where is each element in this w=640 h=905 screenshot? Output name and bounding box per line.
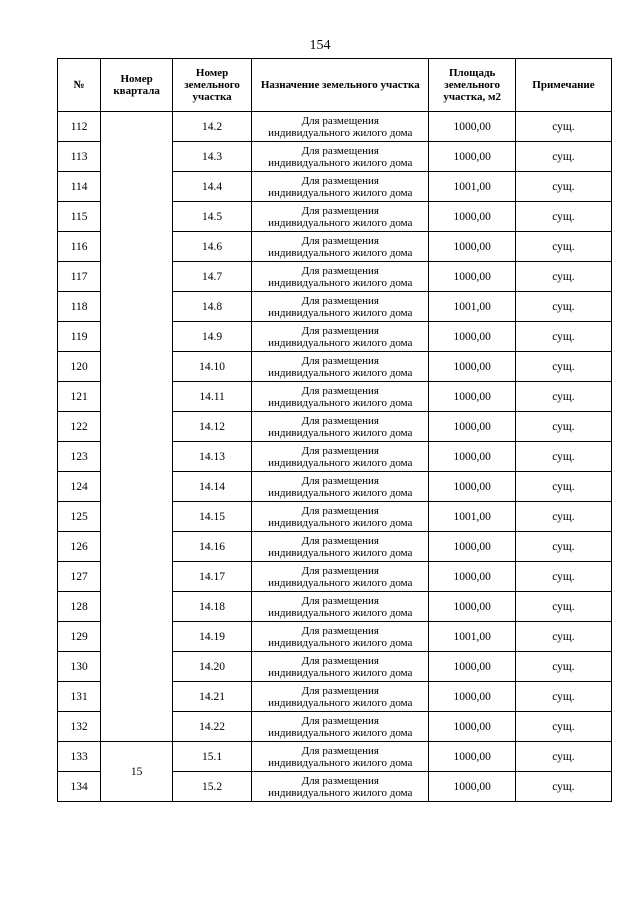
cell-area: 1000,00 <box>429 202 516 232</box>
cell-plot: 14.16 <box>173 532 252 562</box>
cell-purpose <box>252 352 429 382</box>
purpose-line-1: Для размещения <box>301 114 379 127</box>
purpose-line-1: Для размещения <box>301 474 379 487</box>
cell-purpose <box>252 622 429 652</box>
cell-note: сущ. <box>515 742 611 772</box>
purpose-line-1: Для размещения <box>301 264 379 277</box>
cell-area: 1000,00 <box>429 352 516 382</box>
purpose-line-1: Для размещения <box>301 564 379 577</box>
cell-note: сущ. <box>515 292 611 322</box>
purpose-line-1: Для размещения <box>301 174 379 187</box>
cell-no: 132 <box>58 712 101 742</box>
cell-purpose <box>252 502 429 532</box>
cell-purpose <box>252 262 429 292</box>
cell-no: 119 <box>58 322 101 352</box>
header-plot: Номер земельного участка <box>173 59 252 112</box>
cell-plot: 14.8 <box>173 292 252 322</box>
cell-area: 1000,00 <box>429 742 516 772</box>
cell-note: сущ. <box>515 112 611 142</box>
cell-purpose <box>252 382 429 412</box>
cell-plot: 14.21 <box>173 682 252 712</box>
purpose-line-2: индивидуального жилого дома <box>268 756 413 769</box>
land-plots-table <box>57 58 612 802</box>
cell-no: 121 <box>58 382 101 412</box>
table-header-row <box>58 59 612 112</box>
purpose-line-2: индивидуального жилого дома <box>268 606 413 619</box>
cell-plot: 14.6 <box>173 232 252 262</box>
cell-purpose <box>252 592 429 622</box>
cell-block <box>101 112 173 742</box>
purpose-line-2: индивидуального жилого дома <box>268 126 413 139</box>
cell-area: 1000,00 <box>429 772 516 802</box>
table-row <box>58 112 612 142</box>
cell-note: сущ. <box>515 592 611 622</box>
purpose-line-1: Для размещения <box>301 384 379 397</box>
cell-no: 124 <box>58 472 101 502</box>
purpose-line-2: индивидуального жилого дома <box>268 486 413 499</box>
cell-purpose <box>252 442 429 472</box>
cell-no: 122 <box>58 412 101 442</box>
purpose-line-2: индивидуального жилого дома <box>268 696 413 709</box>
cell-no: 129 <box>58 622 101 652</box>
cell-purpose <box>252 172 429 202</box>
cell-purpose <box>252 712 429 742</box>
cell-note: сущ. <box>515 652 611 682</box>
cell-area: 1000,00 <box>429 262 516 292</box>
purpose-line-2: индивидуального жилого дома <box>268 186 413 199</box>
purpose-line-1: Для размещения <box>301 354 379 367</box>
cell-plot: 14.20 <box>173 652 252 682</box>
header-note: Примечание <box>515 59 611 112</box>
cell-note: сущ. <box>515 352 611 382</box>
cell-note: сущ. <box>515 562 611 592</box>
cell-purpose <box>252 292 429 322</box>
cell-no: 134 <box>58 772 101 802</box>
cell-no: 127 <box>58 562 101 592</box>
purpose-line-2: индивидуального жилого дома <box>268 246 413 259</box>
cell-purpose <box>252 142 429 172</box>
cell-area: 1000,00 <box>429 562 516 592</box>
purpose-line-1: Для размещения <box>301 144 379 157</box>
cell-note: сущ. <box>515 472 611 502</box>
cell-note: сущ. <box>515 502 611 532</box>
purpose-line-2: индивидуального жилого дома <box>268 306 413 319</box>
cell-note: сущ. <box>515 232 611 262</box>
purpose-line-1: Для размещения <box>301 534 379 547</box>
purpose-line-2: индивидуального жилого дома <box>268 276 413 289</box>
cell-area: 1001,00 <box>429 622 516 652</box>
purpose-line-1: Для размещения <box>301 204 379 217</box>
cell-area: 1000,00 <box>429 532 516 562</box>
purpose-line-1: Для размещения <box>301 594 379 607</box>
purpose-line-1: Для размещения <box>301 444 379 457</box>
cell-note: сущ. <box>515 682 611 712</box>
purpose-line-2: индивидуального жилого дома <box>268 666 413 679</box>
cell-plot: 14.2 <box>173 112 252 142</box>
cell-note: сущ. <box>515 532 611 562</box>
purpose-line-1: Для размещения <box>301 684 379 697</box>
cell-plot: 14.10 <box>173 352 252 382</box>
cell-note: сущ. <box>515 622 611 652</box>
cell-no: 115 <box>58 202 101 232</box>
cell-area: 1000,00 <box>429 142 516 172</box>
cell-note: сущ. <box>515 382 611 412</box>
cell-note: сущ. <box>515 772 611 802</box>
purpose-line-2: индивидуального жилого дома <box>268 156 413 169</box>
cell-plot: 14.5 <box>173 202 252 232</box>
purpose-line-2: индивидуального жилого дома <box>268 396 413 409</box>
purpose-line-1: Для размещения <box>301 234 379 247</box>
cell-area: 1000,00 <box>429 322 516 352</box>
cell-note: сущ. <box>515 142 611 172</box>
cell-plot: 14.3 <box>173 142 252 172</box>
cell-no: 133 <box>58 742 101 772</box>
cell-note: сущ. <box>515 322 611 352</box>
purpose-line-1: Для размещения <box>301 744 379 757</box>
cell-purpose <box>252 412 429 442</box>
purpose-line-2: индивидуального жилого дома <box>268 786 413 799</box>
cell-purpose <box>252 112 429 142</box>
purpose-line-2: индивидуального жилого дома <box>268 576 413 589</box>
cell-plot: 14.9 <box>173 322 252 352</box>
cell-plot: 15.2 <box>173 772 252 802</box>
cell-no: 116 <box>58 232 101 262</box>
cell-purpose <box>252 652 429 682</box>
cell-plot: 14.17 <box>173 562 252 592</box>
cell-no: 125 <box>58 502 101 532</box>
header-area: Площадь земельного участка, м2 <box>429 59 516 112</box>
purpose-line-2: индивидуального жилого дома <box>268 216 413 229</box>
cell-area: 1000,00 <box>429 382 516 412</box>
cell-plot: 14.12 <box>173 412 252 442</box>
cell-no: 112 <box>58 112 101 142</box>
table-row <box>58 742 612 772</box>
purpose-line-1: Для размещения <box>301 324 379 337</box>
cell-area: 1000,00 <box>429 652 516 682</box>
cell-plot: 14.13 <box>173 442 252 472</box>
cell-plot: 14.22 <box>173 712 252 742</box>
cell-purpose <box>252 232 429 262</box>
cell-area: 1000,00 <box>429 472 516 502</box>
purpose-line-1: Для размещения <box>301 714 379 727</box>
cell-note: сущ. <box>515 262 611 292</box>
cell-purpose <box>252 202 429 232</box>
cell-purpose <box>252 322 429 352</box>
cell-purpose <box>252 742 429 772</box>
cell-note: сущ. <box>515 412 611 442</box>
header-no: № <box>58 59 101 112</box>
purpose-line-1: Для размещения <box>301 504 379 517</box>
cell-purpose <box>252 772 429 802</box>
cell-area: 1000,00 <box>429 712 516 742</box>
cell-no: 117 <box>58 262 101 292</box>
purpose-line-2: индивидуального жилого дома <box>268 366 413 379</box>
cell-area: 1000,00 <box>429 592 516 622</box>
cell-plot: 14.4 <box>173 172 252 202</box>
cell-plot: 14.11 <box>173 382 252 412</box>
cell-purpose <box>252 562 429 592</box>
cell-area: 1000,00 <box>429 112 516 142</box>
cell-note: сущ. <box>515 712 611 742</box>
cell-plot: 14.15 <box>173 502 252 532</box>
page-number: 154 <box>309 38 331 53</box>
cell-plot: 14.19 <box>173 622 252 652</box>
purpose-line-2: индивидуального жилого дома <box>268 456 413 469</box>
cell-purpose <box>252 682 429 712</box>
cell-no: 131 <box>58 682 101 712</box>
cell-purpose <box>252 532 429 562</box>
cell-no: 120 <box>58 352 101 382</box>
cell-no: 128 <box>58 592 101 622</box>
cell-plot: 15.1 <box>173 742 252 772</box>
cell-no: 118 <box>58 292 101 322</box>
purpose-line-1: Для размещения <box>301 654 379 667</box>
cell-area: 1000,00 <box>429 232 516 262</box>
cell-plot: 14.18 <box>173 592 252 622</box>
cell-no: 123 <box>58 442 101 472</box>
cell-no: 113 <box>58 142 101 172</box>
cell-note: сущ. <box>515 172 611 202</box>
purpose-line-2: индивидуального жилого дома <box>268 516 413 529</box>
cell-area: 1001,00 <box>429 292 516 322</box>
cell-no: 130 <box>58 652 101 682</box>
cell-no: 114 <box>58 172 101 202</box>
cell-area: 1000,00 <box>429 442 516 472</box>
purpose-line-1: Для размещения <box>301 414 379 427</box>
purpose-line-1: Для размещения <box>301 774 379 787</box>
header-block: Номер квартала <box>101 59 173 112</box>
purpose-line-2: индивидуального жилого дома <box>268 426 413 439</box>
header-purpose: Назначение земельного участка <box>252 59 429 112</box>
purpose-line-2: индивидуального жилого дома <box>268 636 413 649</box>
cell-area: 1000,00 <box>429 412 516 442</box>
purpose-line-2: индивидуального жилого дома <box>268 726 413 739</box>
cell-note: сущ. <box>515 442 611 472</box>
cell-plot: 14.14 <box>173 472 252 502</box>
purpose-line-1: Для размещения <box>301 624 379 637</box>
cell-plot: 14.7 <box>173 262 252 292</box>
cell-note: сущ. <box>515 202 611 232</box>
purpose-line-1: Для размещения <box>301 294 379 307</box>
cell-area: 1001,00 <box>429 172 516 202</box>
cell-area: 1000,00 <box>429 682 516 712</box>
purpose-line-2: индивидуального жилого дома <box>268 336 413 349</box>
cell-area: 1001,00 <box>429 502 516 532</box>
purpose-line-2: индивидуального жилого дома <box>268 546 413 559</box>
cell-no: 126 <box>58 532 101 562</box>
cell-purpose <box>252 472 429 502</box>
cell-block: 15 <box>101 742 173 802</box>
